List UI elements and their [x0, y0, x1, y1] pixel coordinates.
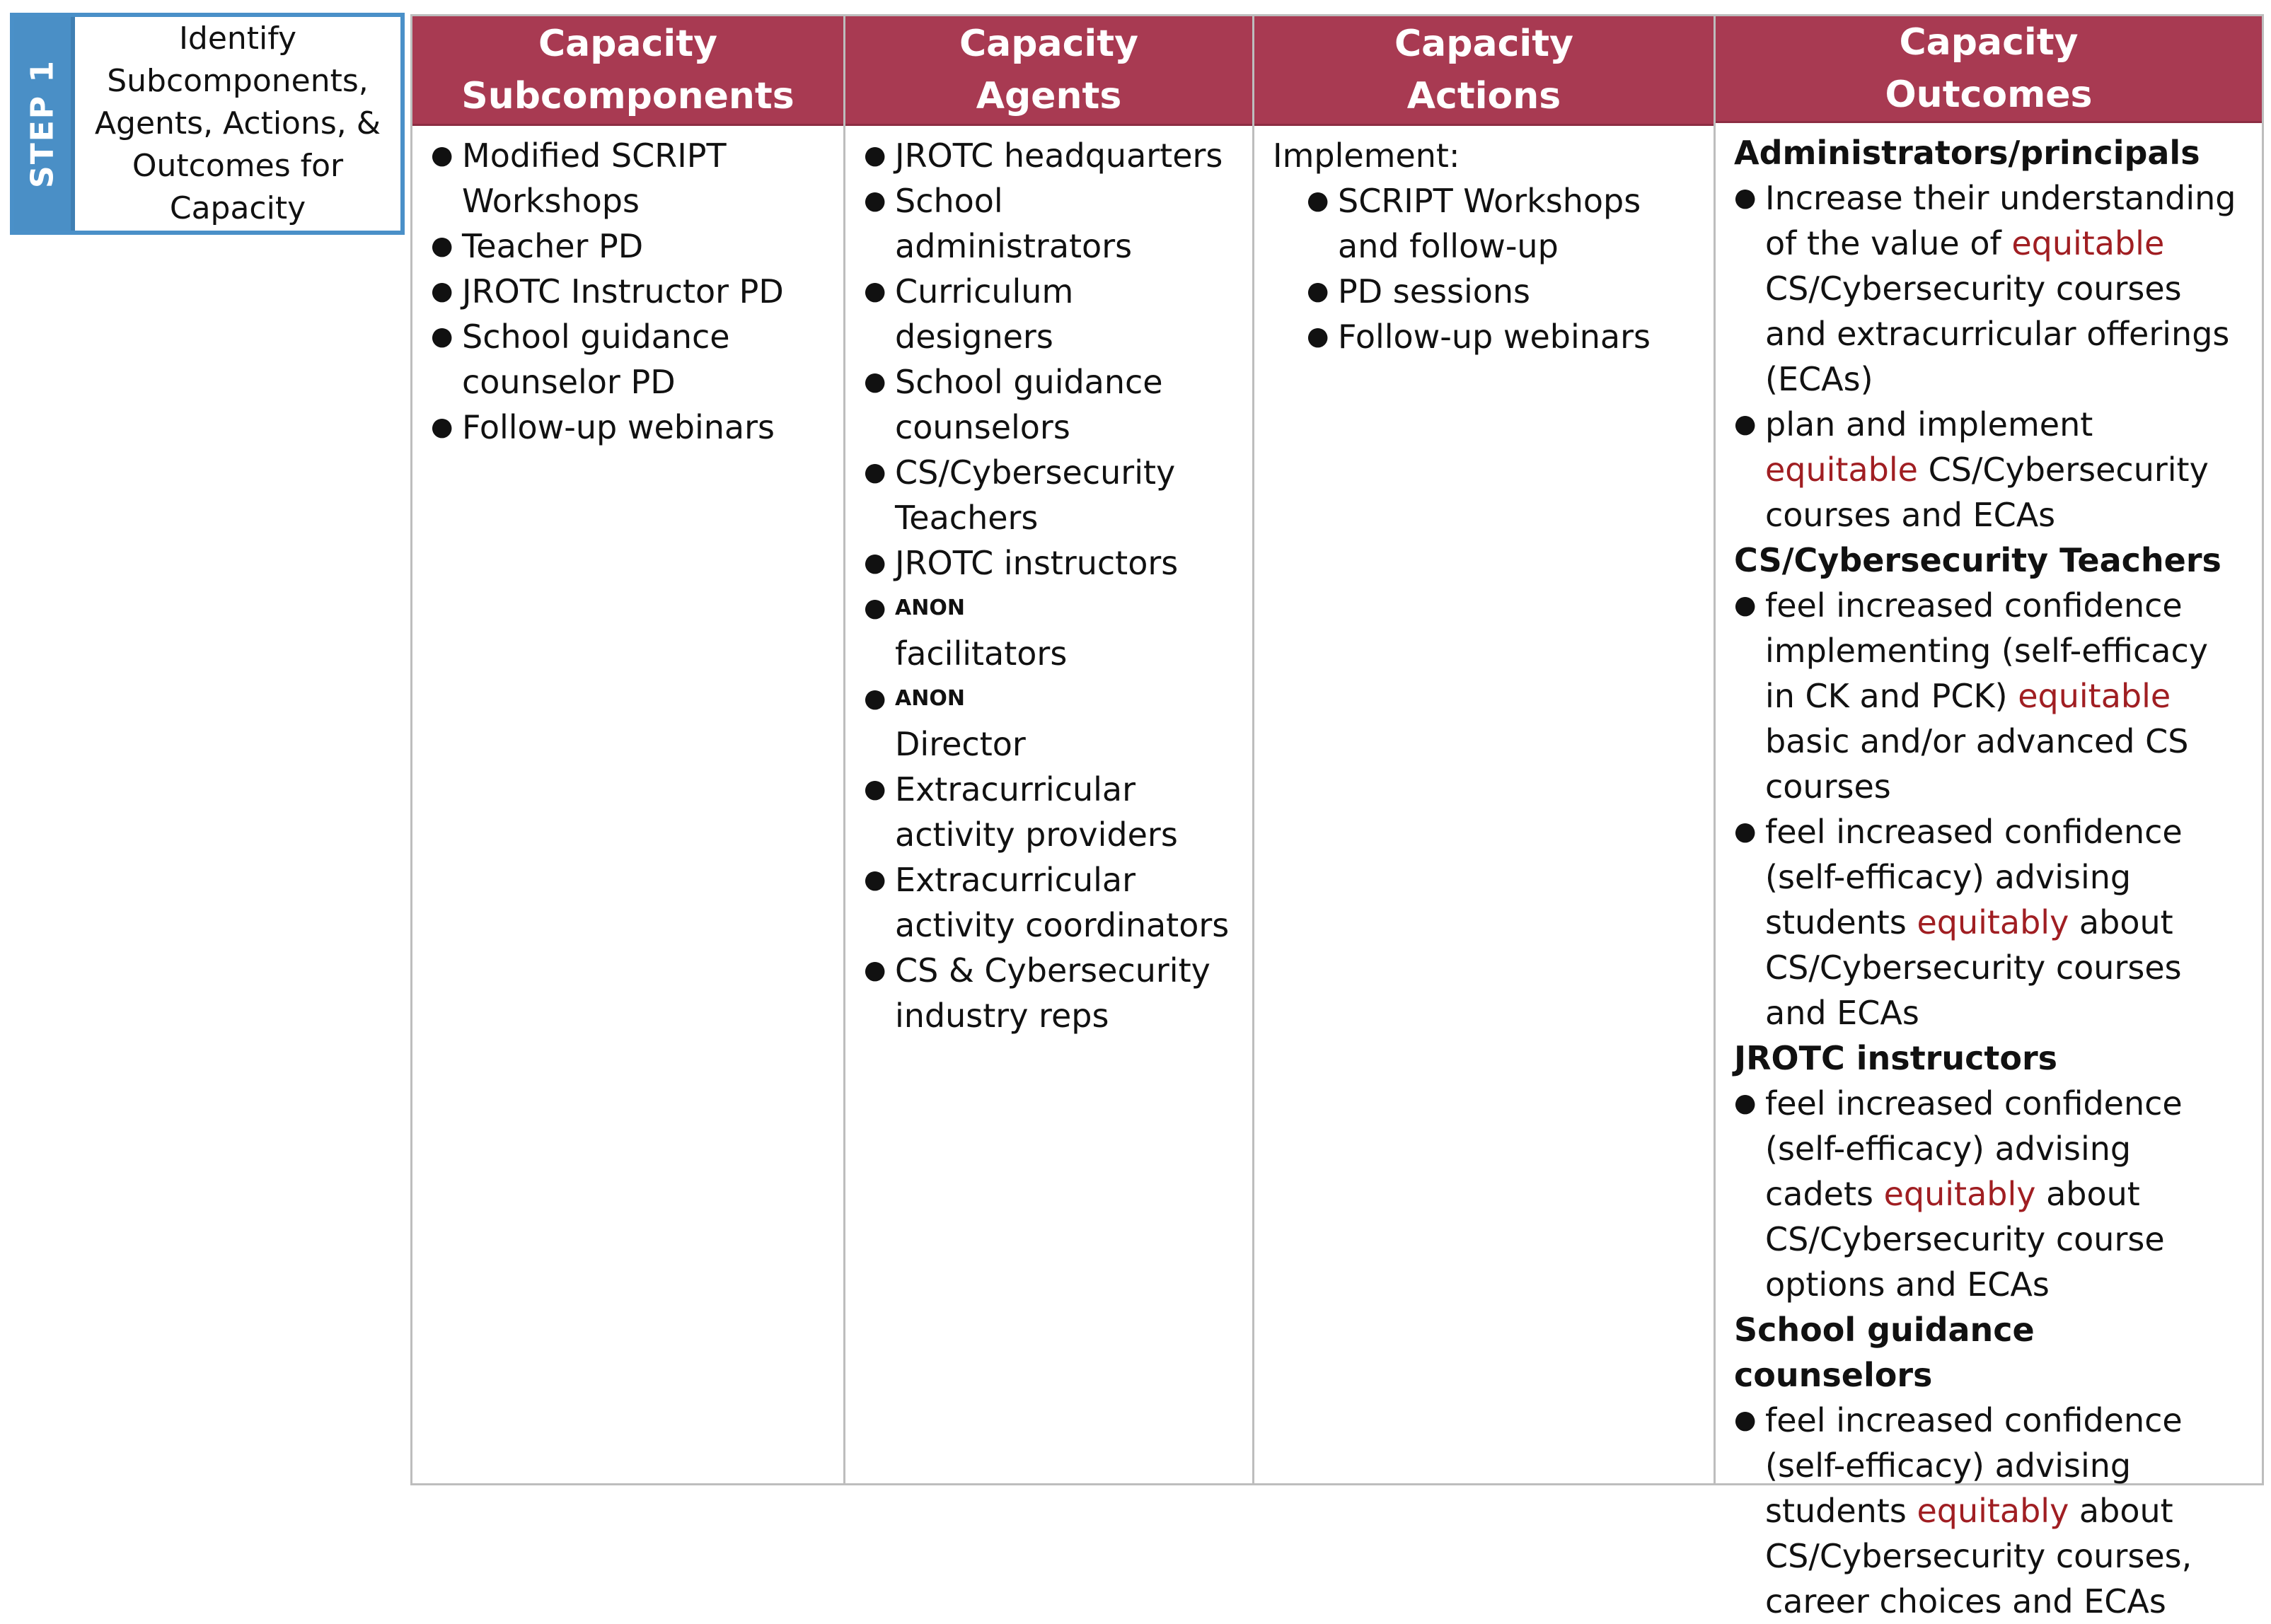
bullet-icon: ● [864, 775, 886, 804]
bullet-icon: ● [1734, 1089, 1757, 1118]
list-item [864, 540, 1234, 586]
bullet-icon: ● [1734, 591, 1757, 620]
anon-item-text: facilitators [895, 634, 1068, 673]
step-tab [14, 17, 75, 231]
list-item [431, 269, 825, 314]
bullet-icon: ● [431, 412, 453, 441]
list-item-text: Modified SCRIPT Workshops [462, 137, 727, 220]
list-item-text: Follow-up webinars [1338, 318, 1651, 356]
step-line: Subcomponents, [107, 63, 369, 99]
list-item-text: Curriculum designers [895, 272, 1074, 356]
column-agents [845, 16, 1254, 1483]
column-header [1254, 16, 1714, 126]
header-line: Capacity [1394, 23, 1573, 65]
equitable-highlight: equitably [1883, 1175, 2036, 1213]
group-title: School guidance counselors [1734, 1311, 2035, 1394]
bullet-icon: ● [864, 684, 886, 713]
bullet-icon: ● [1734, 410, 1757, 439]
column-outcomes [1716, 16, 2262, 1620]
list-item-text [895, 586, 1234, 676]
bullet-icon: ● [864, 277, 886, 306]
list-item-text: JROTC instructors [895, 544, 1179, 582]
header-line: Actions [1406, 75, 1561, 117]
column-header [1716, 16, 2262, 123]
bullet-icon: ● [864, 458, 886, 487]
list-item-text [895, 676, 1234, 767]
list-item [1734, 809, 2243, 1036]
anon-item-text: Director [895, 725, 1026, 763]
bullet-icon: ● [431, 277, 453, 306]
text-segment: feel increased confidence implementing (self-efficacy in CK and PCK) [1765, 586, 2208, 715]
bullet-icon: ● [1307, 322, 1329, 351]
list-item [431, 133, 825, 224]
bullet-icon: ● [864, 956, 886, 985]
list-item [864, 359, 1234, 450]
step-description [75, 17, 400, 231]
group-title: Administrators/principals [1734, 134, 2200, 172]
list-item-text: School guidance counselor PD [462, 318, 730, 401]
bullet-icon: ● [431, 322, 453, 351]
text-segment: feel increased confidence (self-efficacy) advising students [1765, 1401, 2183, 1530]
step-line: Identify [178, 21, 297, 57]
list-item [864, 450, 1234, 540]
bullet-icon: ● [431, 231, 453, 260]
list-item [1307, 314, 1695, 359]
list-item-text [1765, 809, 2243, 1036]
step-line: Outcomes for [132, 148, 344, 184]
equitable-highlight: equitably [1917, 1492, 2069, 1530]
actions-intro: Implement: [1273, 137, 1460, 175]
bullet-icon: ● [864, 548, 886, 577]
list-item [864, 676, 1234, 767]
group-title: CS/Cybersecurity Teachers [1734, 541, 2221, 579]
column-body [845, 126, 1252, 1038]
list-item-text [1765, 583, 2243, 809]
list-item-text: CS/Cybersecurity Teachers [895, 453, 1176, 537]
list-item [1734, 402, 2243, 538]
text-segment: feel increased confidence (self-efficacy) advising students [1765, 813, 2183, 941]
text-segment: about CS/Cybersecurity courses and ECAs [1765, 903, 2182, 1032]
equitable-highlight: equitable [2011, 224, 2165, 262]
header-line: Capacity [538, 23, 717, 65]
text-segment: Increase their understanding of the value of [1765, 179, 2236, 262]
list-item [864, 586, 1234, 676]
column-header [845, 16, 1252, 126]
list-item-text: PD sessions [1338, 272, 1531, 311]
capacity-matrix [410, 14, 2264, 1620]
header-line: Subcomponents [461, 75, 794, 117]
actions-list [1273, 178, 1695, 359]
list-item [864, 767, 1234, 857]
list-item-text [1765, 1081, 2243, 1307]
list-item [1734, 1081, 2243, 1307]
header-line: Agents [976, 75, 1122, 117]
text-segment: feel increased confidence (self-efficacy) advising cadets [1765, 1084, 2183, 1213]
list-item-text [1765, 402, 2243, 538]
group-title: JROTC instructors [1734, 1039, 2058, 1077]
column-body [412, 126, 843, 450]
bullet-icon: ● [1734, 1405, 1757, 1434]
column-body [1254, 126, 1714, 359]
column-body [1716, 123, 2262, 1624]
bullet-icon: ● [1307, 277, 1329, 306]
list-item [864, 178, 1234, 269]
list-item [1307, 178, 1695, 269]
column-header [412, 16, 843, 126]
text-segment: CS/Cybersecurity courses and ECAs [1765, 451, 2209, 534]
bullet-icon: ● [864, 141, 886, 170]
header-line: Capacity [1899, 21, 2079, 64]
list-item-text: Extracurricular activity providers [895, 770, 1178, 854]
list-item [1734, 583, 2243, 809]
bullet-icon: ● [864, 186, 886, 215]
text-segment: plan and implement [1765, 405, 2093, 443]
equitable-highlight: equitable [2018, 677, 2171, 715]
text-segment: about CS/Cybersecurity course options and ECAs [1765, 1175, 2165, 1304]
list-item [864, 133, 1234, 178]
list-item [1734, 175, 2243, 402]
step-line: Agents, Actions, & [94, 105, 381, 141]
list-item [431, 224, 825, 269]
column-actions [1254, 16, 1716, 1483]
equitable-highlight: equitably [1917, 903, 2069, 941]
step-1-box [10, 13, 405, 235]
list-item-text: SCRIPT Workshops and follow-up [1338, 182, 1641, 265]
list-item-text: Teacher PD [462, 227, 644, 265]
bullet-icon: ● [864, 865, 886, 894]
list-item [864, 269, 1234, 359]
text-segment: basic and/or advanced CS courses [1765, 722, 2189, 806]
list-item-text [1765, 175, 2243, 402]
bullet-icon: ● [864, 367, 886, 396]
list-item-text [1765, 1398, 2243, 1624]
list-item [431, 314, 825, 405]
step-line: Capacity [169, 190, 306, 226]
step-tab-label: STEP 1 [24, 59, 61, 188]
list-item-text: CS & Cybersecurity industry reps [895, 951, 1210, 1035]
list-item-text: JROTC Instructor PD [462, 272, 784, 311]
text-segment: about CS/Cybersecurity courses, career choices and ECAs [1765, 1492, 2192, 1620]
list-item-text: Extracurricular activity coordinators [895, 861, 1230, 944]
list-item [864, 948, 1234, 1038]
column-subcomponents [412, 16, 845, 1483]
list-item [864, 857, 1234, 948]
list-item-text: School guidance counselors [895, 363, 1163, 446]
list-item-text: JROTC headquarters [895, 137, 1223, 175]
bullet-icon: ● [864, 593, 886, 622]
anon-tag: ANON [895, 686, 965, 711]
list-item-text: School administrators [895, 182, 1133, 265]
header-line: Capacity [959, 23, 1138, 65]
list-item [431, 405, 825, 450]
header-line: Outcomes [1885, 74, 2093, 116]
bullet-icon: ● [1734, 183, 1757, 212]
text-segment: CS/Cybersecurity courses and extracurricular offerings (ECAs) [1765, 269, 2230, 398]
anon-tag: ANON [895, 596, 965, 620]
list-item-text: Follow-up webinars [462, 408, 775, 446]
bullet-icon: ● [1734, 817, 1757, 846]
equitable-highlight: equitable [1765, 451, 1918, 489]
list-item [1307, 269, 1695, 314]
bullet-icon: ● [1307, 186, 1329, 215]
list-item [1734, 1398, 2243, 1624]
bullet-icon: ● [431, 141, 453, 170]
